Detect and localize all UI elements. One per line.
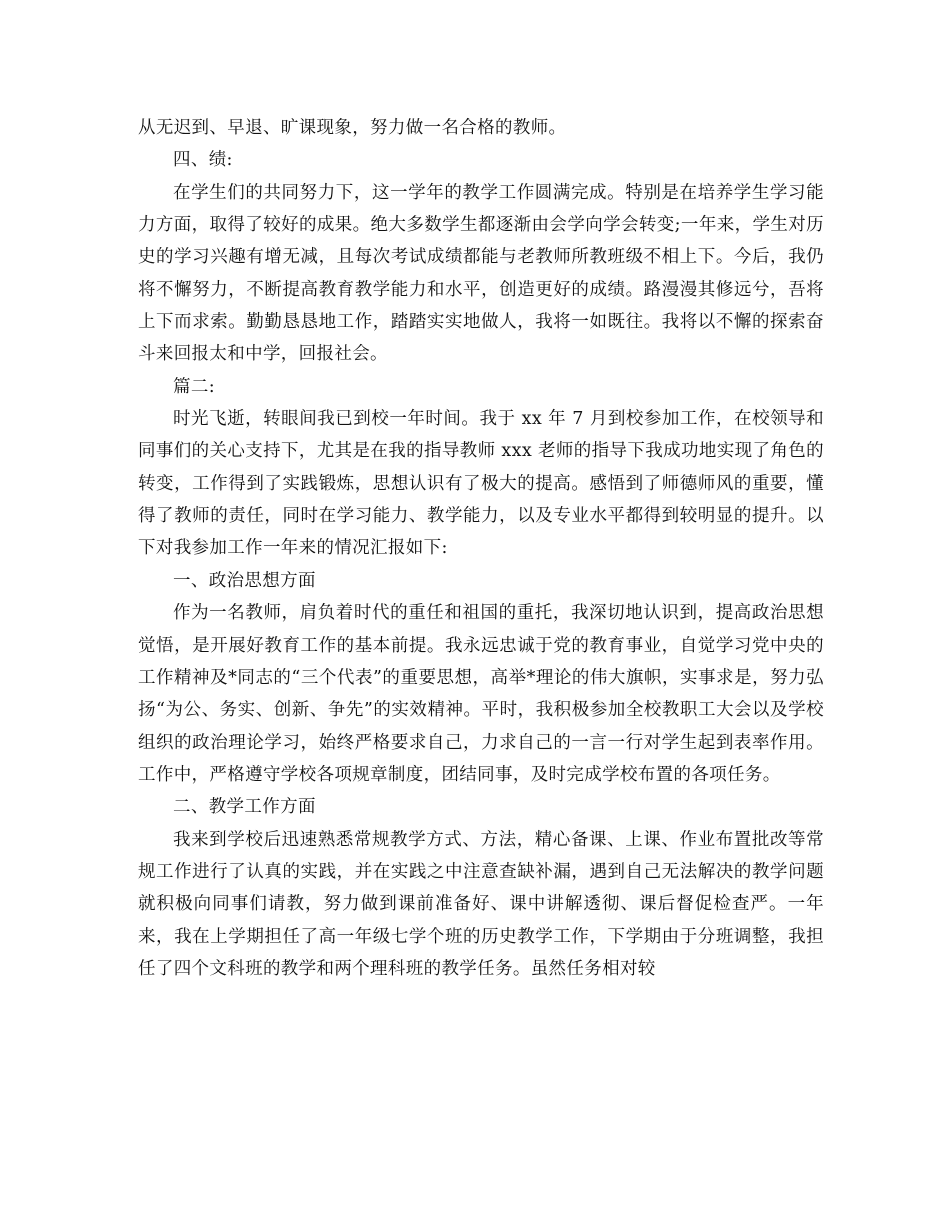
paragraph-continued: 从无迟到、早退、旷课现象，努力做一名合格的教师。 xyxy=(138,118,567,138)
paragraph-achievements: 在学生们的共同努力下，这一学年的教学工作圆满完成。特别是在培养学生学习能力方面，取得了较好的成果。绝大多数学生都逐渐由会学向学会转变;一年来，学生对历史的学习兴趣有增无减，且每次考试成绩都能与老教师所教班级不相上下。今后，我仍将不懈努力，不断提高教育教学能力和水平，创造更好的成绩。路漫漫其修远兮，吾将上下而求索。勤勤恳恳地工作，踏踏实实地做人，我将一如既往。我将以不懈的探索奋斗来回报太和中学，回报社会。 xyxy=(138,182,824,365)
document-body xyxy=(138,112,824,985)
paragraph-intro: 时光飞逝，转眼间我已到校一年时间。我于 xx 年 7 月到校参加工作，在校领导和同事们的关心支持下，尤其是在我的指导教师 xxx 老师的指导下我成功地实现了角色的转变，工作得到了实践锻炼，思想认识有了极大的提高。感悟到了师德师风的重要，懂得了教师的责任，同时在学习能力、教学能力，以及专业水平都得到较明显的提升。以下对我参加工作一年来的情况汇报如下: xyxy=(138,409,824,559)
heading-part-2: 篇二: xyxy=(173,376,215,397)
heading-teaching: 二、教学工作方面 xyxy=(173,797,316,818)
paragraph-teaching: 我来到学校后迅速熟悉常规教学方式、方法，精心备课、上课、作业布置批改等常规工作进行了认真的实践，并在实践之中注意查缺补漏，遇到自己无法解决的教学问题就积极向同事们请教，努力做到课前准备好、课中讲解透彻、课后督促检查严。一年来，我在上学期担任了高一年级七学个班的历史教学工作，下学期由于分班调整，我担任了四个文科班的教学和两个理科班的教学任务。虽然任务相对较 xyxy=(138,829,824,979)
heading-political: 一、政治思想方面 xyxy=(173,570,316,591)
heading-section-4: 四、绩: xyxy=(173,150,233,171)
paragraph-political: 作为一名教师，肩负着时代的重任和祖国的重托，我深切地认识到，提高政治思想觉悟，是开展好教育工作的基本前提。我永远忠诚于党的教育事业，自觉学习党中央的工作精神及*同志的“三个代表”的重要思想，高举*理论的伟大旗帜，实事求是，努力弘扬“为公、务实、创新、争先”的实效精神。平时，我积极参加全校教职工大会以及学校组织的政治理论学习，始终严格要求自己，力求自己的一言一行对学生起到表率作用。工作中，严格遵守学校各项规章制度，团结同事，及时完成学校布置的各项任务。 xyxy=(138,603,824,785)
